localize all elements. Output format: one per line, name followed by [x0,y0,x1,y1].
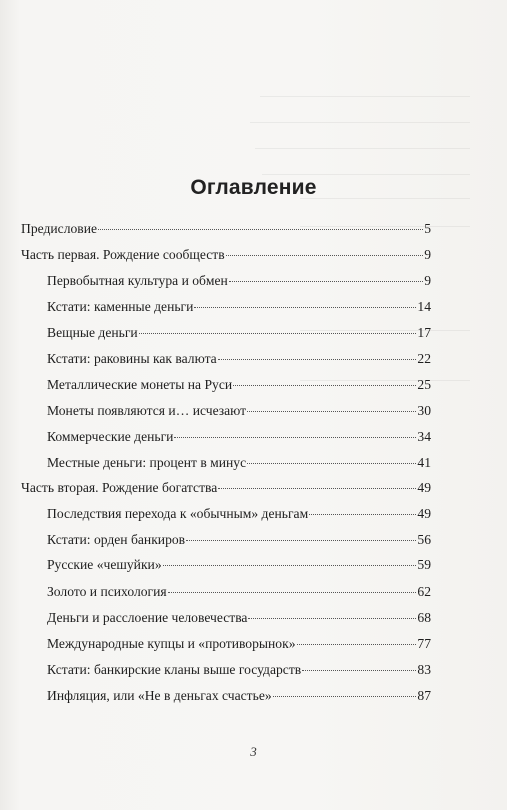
toc-entry-label: Золото и психология [47,584,167,599]
toc-entry [47,556,431,573]
toc-entry-label: Местные деньги: процент в минус [47,455,247,470]
toc-entry-page: 34 [417,429,431,444]
toc-entry-page: 22 [417,351,431,366]
toc-entry [21,246,431,263]
toc-leader-dots [248,618,416,619]
toc-entry-label: Кстати: банкирские кланы выше государств [47,662,302,677]
toc-entry-page: 14 [417,299,431,314]
toc-entry [47,272,431,289]
toc-entry-page: 62 [417,584,431,599]
toc-leader-dots [309,514,416,515]
toc-entry-page: 83 [417,662,431,677]
toc-leader-dots [229,281,423,282]
toc-leader-dots [302,670,416,671]
toc-entry-label: Монеты появляются и… исчезают [47,403,247,418]
toc-entry [47,350,431,367]
toc-entry [21,220,431,237]
toc-leader-dots [247,411,416,412]
toc-entry-label: Первобытная культура и обмен [47,273,228,288]
toc-entry-page: 49 [417,480,431,495]
toc-entry [47,454,431,471]
toc-entry-label: Последствия перехода к «обычным» деньгам [47,506,309,521]
toc-leader-dots [168,592,417,593]
page-number: 3 [250,744,257,759]
toc-leader-dots [98,229,423,230]
toc-entry-label: Предисловие [21,221,98,236]
toc-leader-dots [247,463,416,464]
toc-entry-page: 59 [417,557,431,572]
toc-entry-page: 9 [424,273,431,288]
toc-entry [47,583,431,600]
toc-leader-dots [233,385,416,386]
toc-entry [47,402,431,419]
toc-entry-page: 5 [424,221,431,236]
toc-entry [47,609,431,626]
toc-leader-dots [139,333,417,334]
toc-entry-label: Коммерческие деньги [47,429,174,444]
toc-entry-label: Русские «чешуйки» [47,557,162,572]
toc-leader-dots [273,696,417,697]
toc-entry-label: Часть вторая. Рождение богатства [21,480,218,495]
toc-entry-label: Кстати: каменные деньги [47,299,194,314]
toc-leader-dots [218,488,416,489]
toc-entry-label: Деньги и расслоение человечества [47,610,248,625]
toc-entry [47,635,431,652]
toc-entry-label: Металлические монеты на Руси [47,377,233,392]
toc-entry [47,376,431,393]
toc-leader-dots [163,565,417,566]
toc-entry-page: 9 [424,247,431,262]
toc-entry-page: 77 [417,636,431,651]
toc-entry-label: Часть первая. Рождение сообществ [21,247,225,262]
toc-entry [47,661,431,678]
toc-leader-dots [297,644,417,645]
toc-entry-label: Инфляция, или «Не в деньгах счастье» [47,688,272,703]
toc-entry-label: Кстати: орден банкиров [47,532,186,547]
toc-leader-dots [218,359,417,360]
toc-entry [47,298,431,315]
toc-entry-page: 49 [417,506,431,521]
toc-entry [21,479,431,496]
page-title: Оглавление [190,176,317,199]
toc-entry-label: Международные купцы и «противорынок» [47,636,296,651]
toc-entry-page: 17 [417,325,431,340]
toc-entry-page: 56 [417,532,431,547]
toc-leader-dots [174,437,416,438]
toc-entry [47,687,431,704]
toc-entry-page: 41 [417,455,431,470]
toc-leader-dots [226,255,424,256]
toc-entry-page: 25 [417,377,431,392]
toc-leader-dots [186,540,416,541]
toc-entry [47,428,431,445]
toc-entry-page: 87 [417,688,431,703]
toc-entry [47,324,431,341]
toc-entry-page: 68 [417,610,431,625]
toc-entry-label: Кстати: раковины как валюта [47,351,217,366]
toc-entry [47,505,431,522]
toc-entry [47,531,431,548]
toc-leader-dots [194,307,416,308]
toc-entry-label: Вещные деньги [47,325,138,340]
toc-entry-page: 30 [417,403,431,418]
